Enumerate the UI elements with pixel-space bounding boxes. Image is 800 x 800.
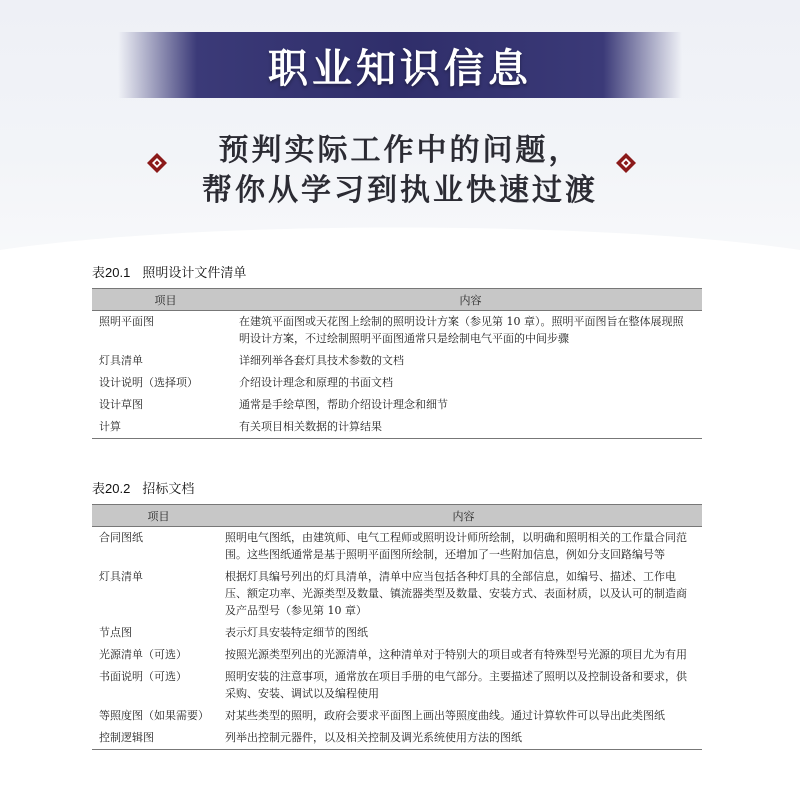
table-row <box>92 394 702 416</box>
table-row <box>92 644 702 666</box>
row-item: 节点图 <box>99 626 132 639</box>
column-header-content: 内容 <box>225 505 702 527</box>
table1-title: 照明设计文件清单 <box>142 265 247 280</box>
table-row <box>92 622 702 644</box>
column-header-item: 项目 <box>92 505 225 527</box>
row-item: 灯具清单 <box>99 570 143 583</box>
table-row <box>92 666 702 705</box>
subtitle-line-2: 帮你从学习到执业快速过渡 <box>202 173 598 208</box>
table-header-row <box>92 289 702 311</box>
row-content: 照明安装的注意事项，通常放在项目手册的电气部分。主要描述了照明以及控制设备和要求，供采购、安装、调试以及编程使用 <box>225 670 687 700</box>
table2-caption <box>92 478 194 497</box>
row-content: 列举出控制元器件，以及相关控制及调光系统使用方法的图纸 <box>225 727 702 750</box>
table-header-row <box>92 505 702 527</box>
row-item: 设计说明（选择项） <box>99 376 198 389</box>
row-content: 详细列举各套灯具技术参数的文档 <box>239 354 404 367</box>
row-content: 在建筑平面图或天花图上绘制的照明设计方案（参见第 10 章）。照明平面图旨在整体展现照明设计方案，不过绘制照明平面图通常只是绘制电气平面的中间步骤 <box>239 315 684 345</box>
row-item: 控制逻辑图 <box>92 727 225 750</box>
title-banner <box>118 32 682 98</box>
diamond-icon <box>615 152 637 174</box>
row-item: 合同图纸 <box>99 531 143 544</box>
row-item: 光源清单（可选） <box>99 648 187 661</box>
table2-title: 招标文档 <box>142 481 195 496</box>
table-row <box>92 311 702 351</box>
row-content: 对某些类型的照明，政府会要求平面图上画出等照度曲线。通过计算软件可以导出此类图纸 <box>225 709 665 722</box>
diamond-icon <box>146 152 168 174</box>
row-content: 通常是手绘草图，帮助介绍设计理念和细节 <box>239 398 448 411</box>
table-row <box>92 372 702 394</box>
table1-caption <box>92 262 246 281</box>
row-item: 书面说明（可选） <box>99 670 187 683</box>
row-item: 灯具清单 <box>99 354 143 367</box>
row-content: 介绍设计理念和原理的书面文档 <box>239 376 393 389</box>
row-content: 照明电气图纸，由建筑师、电气工程师或照明设计师所绘制，以明确和照明相关的工作量合同范围。这些图纸通常是基于照明平面图所绘制，还增加了一些附加信息，例如分支回路编号等 <box>225 531 687 561</box>
column-header-content: 内容 <box>239 289 702 311</box>
row-content: 按照光源类型列出的光源清单，这种清单对于特别大的项目或者有特殊型号光源的项目尤为有用 <box>225 648 687 661</box>
table-row <box>92 705 702 727</box>
table-row <box>92 566 702 622</box>
table-row <box>92 727 702 750</box>
banner-title: 职业知识信息 <box>268 45 532 92</box>
table-row <box>92 527 702 567</box>
table2 <box>92 504 702 750</box>
table-row <box>92 350 702 372</box>
row-item: 照明平面图 <box>99 315 154 328</box>
row-content: 有关项目相关数据的计算结果 <box>239 416 702 439</box>
row-content: 表示灯具安装特定细节的图纸 <box>225 626 368 639</box>
row-item: 等照度图（如果需要） <box>99 709 209 722</box>
table2-number: 表20.2 <box>92 481 131 496</box>
row-item: 设计草图 <box>99 398 143 411</box>
table1 <box>92 288 702 439</box>
row-item: 计算 <box>92 416 239 439</box>
column-header-item: 项目 <box>92 289 239 311</box>
row-content: 根据灯具编号列出的灯具清单，清单中应当包括各种灯具的全部信息，如编号、描述、工作电压、额定功率、光源类型及数量、镇流器类型及数量、安装方式、表面材质，以及认可的制造商及产品型号（参见第 10 章） <box>225 570 687 617</box>
table-row <box>92 416 702 439</box>
subtitle-line-1: 预判实际工作中的问题， <box>218 133 582 168</box>
table1-number: 表20.1 <box>92 265 131 280</box>
